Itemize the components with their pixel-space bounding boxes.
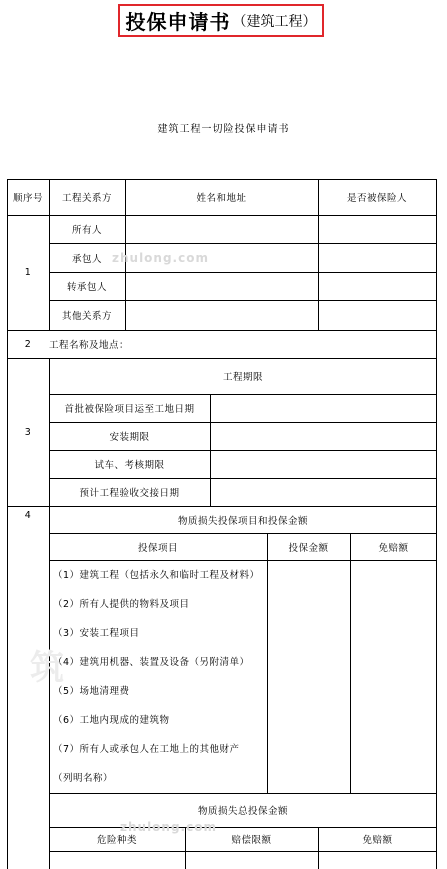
section3-seq: 3 <box>24 426 32 438</box>
period-testing: 试车、考核期限 <box>94 460 165 471</box>
application-form-table <box>7 179 437 869</box>
period-handover-date: 预计工程验收交接日期 <box>79 488 180 499</box>
material-damage-heading: 物质损失投保项目和投保金额 <box>177 515 308 527</box>
party-subcontractor: 转承包人 <box>66 282 107 293</box>
col-header-seq: 顺序号 <box>12 193 43 204</box>
col-header-indemnity-limit: 赔偿限额 <box>231 835 272 846</box>
col-header-deductible-2: 免赔额 <box>362 835 393 846</box>
table-border-line <box>210 394 211 506</box>
watermark-text-bottom: zhulong.com <box>120 820 217 834</box>
document-title: 投保申请书 <box>125 10 231 34</box>
watermark-text: zhulong.com <box>112 251 209 265</box>
insured-item-6: （6）工地内现成的建筑物 <box>53 714 170 726</box>
watermark-glyph: 筑 <box>30 648 64 688</box>
insured-item-4: （4）建筑用机器、装置及设备（另附清单） <box>53 656 250 668</box>
document-title-note: （建筑工程） <box>232 13 317 30</box>
col-header-deductible: 免赔额 <box>378 542 409 554</box>
col-header-name-address: 姓名和地址 <box>196 193 247 204</box>
section4-seq: 4 <box>24 509 32 521</box>
col-header-insured: 是否被保险人 <box>346 193 407 204</box>
section2-seq: 2 <box>24 338 32 350</box>
party-contractor: 承包人 <box>71 253 102 265</box>
party-owner: 所有人 <box>71 225 102 236</box>
insured-item-3: （3）安装工程项目 <box>53 627 140 639</box>
table-border-line <box>49 851 437 852</box>
form-title: 建筑工程一切险投保申请书 <box>157 124 290 135</box>
insured-item-1: （1）建筑工程（包括永久和临时工程及材料） <box>53 570 260 581</box>
col-header-insured-item: 投保项目 <box>137 542 178 554</box>
col-header-relation: 工程关系方 <box>61 193 112 204</box>
insured-item-2: （2）所有人提供的物料及项目 <box>53 598 190 610</box>
period-first-delivery-date: 首批被保险项目运至工地日期 <box>64 404 195 415</box>
project-name-location-label: 工程名称及地点： <box>49 340 130 351</box>
total-insured-amount-label: 物质损失总投保金额 <box>197 806 288 817</box>
section1-seq: 1 <box>24 267 32 278</box>
period-heading: 工程期限 <box>222 372 263 383</box>
table-border-line <box>350 533 351 793</box>
document-title-box <box>118 4 324 37</box>
col-header-risk-type: 危险种类 <box>96 835 137 846</box>
insured-item-5: （5）场地清理费 <box>53 685 130 697</box>
party-other: 其他关系方 <box>61 311 112 322</box>
insured-item-7: （7）所有人或承包人在工地上的其他财产 <box>53 743 240 755</box>
period-installation: 安装期限 <box>109 432 150 443</box>
insured-item-7-note: （列明名称） <box>53 772 114 784</box>
col-header-insured-amount: 投保金额 <box>288 542 329 554</box>
